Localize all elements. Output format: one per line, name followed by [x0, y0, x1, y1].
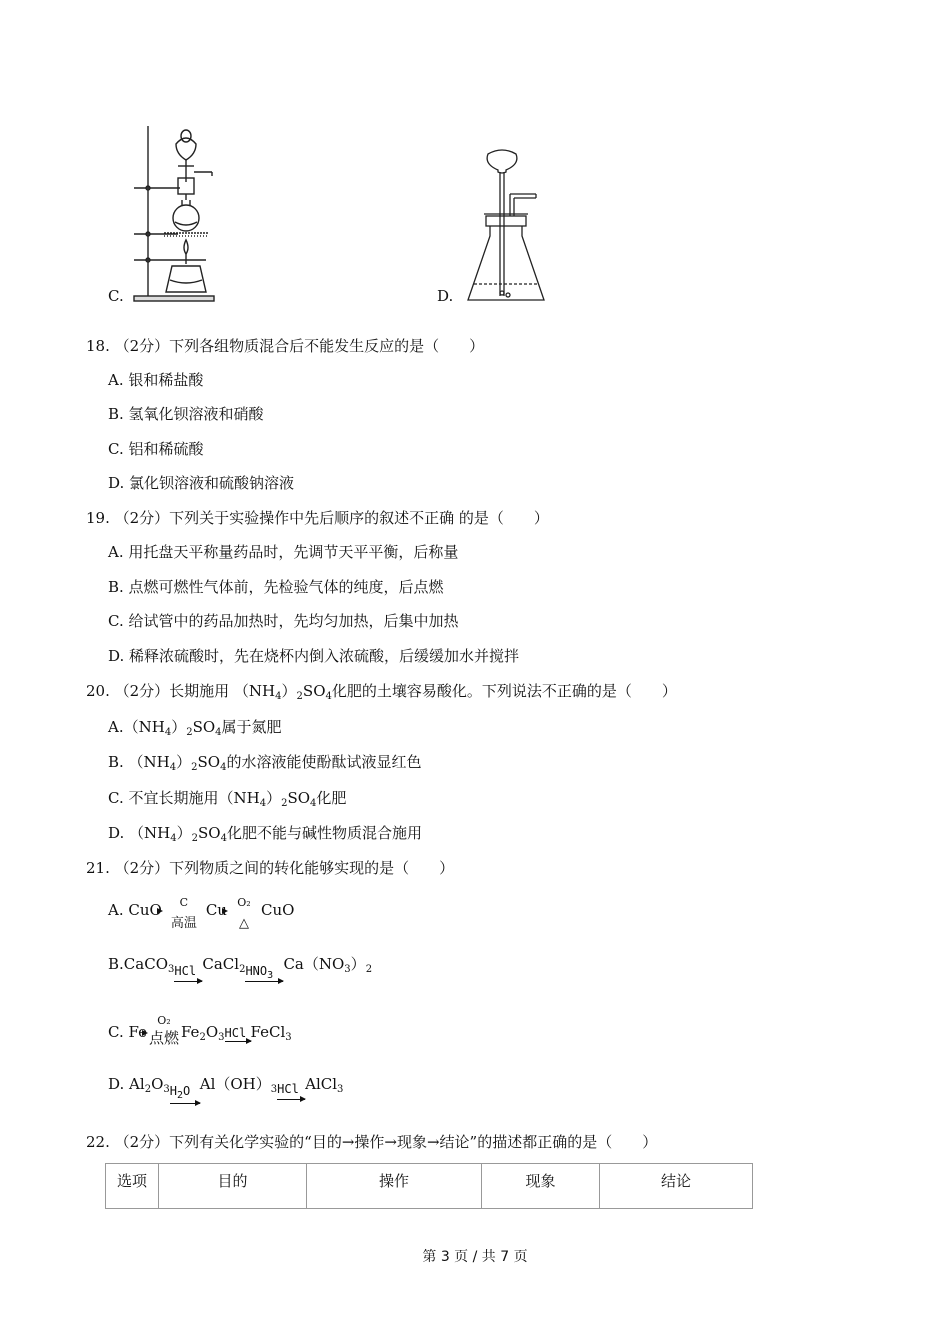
q19-option-d: D. 稀释浓硫酸时，先在烧杯内倒入浓硫酸，后缓缓加水并搅拌 [108, 647, 520, 665]
q20-option-d: D. $(NH_4)_2SO_4$化肥不能与碱性物质混合施用 [108, 824, 422, 844]
q18-option-d: D. 氯化钡溶液和硫酸钠溶液 [108, 474, 295, 492]
table-header-cell: 选项 [106, 1164, 159, 1209]
q20-option-b: B. $(NH_4)_2SO_4$的水溶液能使酚酞试液显红色 [108, 753, 422, 773]
q19-option-a: A. 用托盘天平称量药品时，先调节天平平衡，后称量 [108, 543, 459, 561]
q20-option-a: $A.(NH_4)_2SO_4$属于氮肥 [108, 718, 282, 738]
question-20-stem: 20. （2分）长期施用 $(NH_4)_2SO_4$化肥的土壤容易酸化。下列说法不正确的是（ ） [86, 682, 677, 702]
page-footer: 第 3 页 / 共 7 页 [422, 1249, 528, 1265]
apparatus-d-figure [458, 146, 558, 306]
reaction-arrow: HCl [174, 955, 202, 975]
table-header-cell: 目的 [159, 1164, 307, 1209]
q21-option-a: A. CuO C 高温 Cu O₂ △ CuO [108, 896, 295, 931]
q18-option-c: C. 铝和稀硫酸 [108, 440, 204, 458]
question-22-stem: 22. （2分）下列有关化学实验的“目的→操作→现象→结论”的描述都正确的是（ ） [86, 1133, 658, 1151]
q18-option-b: B. 氢氧化钡溶液和硝酸 [108, 405, 264, 423]
table-header-cell: 结论 [600, 1164, 753, 1209]
experiment-table [105, 1163, 753, 1209]
q21-option-d: D. $Al_2O_3$ $H_2O$ $Al(OH)_3$ HCl AlCl$_3$ [108, 1074, 343, 1095]
reaction-arrow: HCl [277, 1075, 305, 1095]
table-header-cell: 操作 [307, 1164, 482, 1209]
reaction-arrow: HCl [225, 1023, 251, 1043]
table-header-row [106, 1164, 753, 1209]
reaction-arrow: $H_2O$ [170, 1075, 200, 1095]
question-19-stem: 19. （2分）下列关于实验操作中先后顺序的叙述不正确 的是（ ） [86, 509, 549, 527]
question-18-stem: 18. （2分）下列各组物质混合后不能发生反应的是（ ） [86, 337, 485, 355]
question-21-stem: 21. （2分）下列物质之间的转化能够实现的是（ ） [86, 859, 455, 877]
q21-option-c: C. Fe O₂ 点燃 $Fe_2O_3$ HCl FeCl$_3$ [108, 1014, 292, 1047]
table-header-cell: 现象 [482, 1164, 600, 1209]
reaction-arrow: $HNO_3$ [245, 955, 283, 975]
q20-option-c: C. 不宜长期施用$(NH_4)_2SO_4$化肥 [108, 789, 347, 809]
q19-option-b: B. 点燃可燃性气体前，先检验气体的纯度，后点燃 [108, 578, 444, 596]
q21-option-b: B.CaCO$_3$ HCl CaCl$_2$ $HNO_3$ $Ca(NO_3)_2$ [108, 955, 373, 981]
q19-option-c: C. 给试管中的药品加热时，先均匀加热，后集中加热 [108, 612, 459, 630]
apparatus-c-figure [120, 120, 230, 306]
q18-option-a: A. 银和稀盐酸 [108, 371, 204, 389]
figure-d-label: D. [437, 287, 454, 305]
figure-c-label: C. [108, 287, 124, 305]
